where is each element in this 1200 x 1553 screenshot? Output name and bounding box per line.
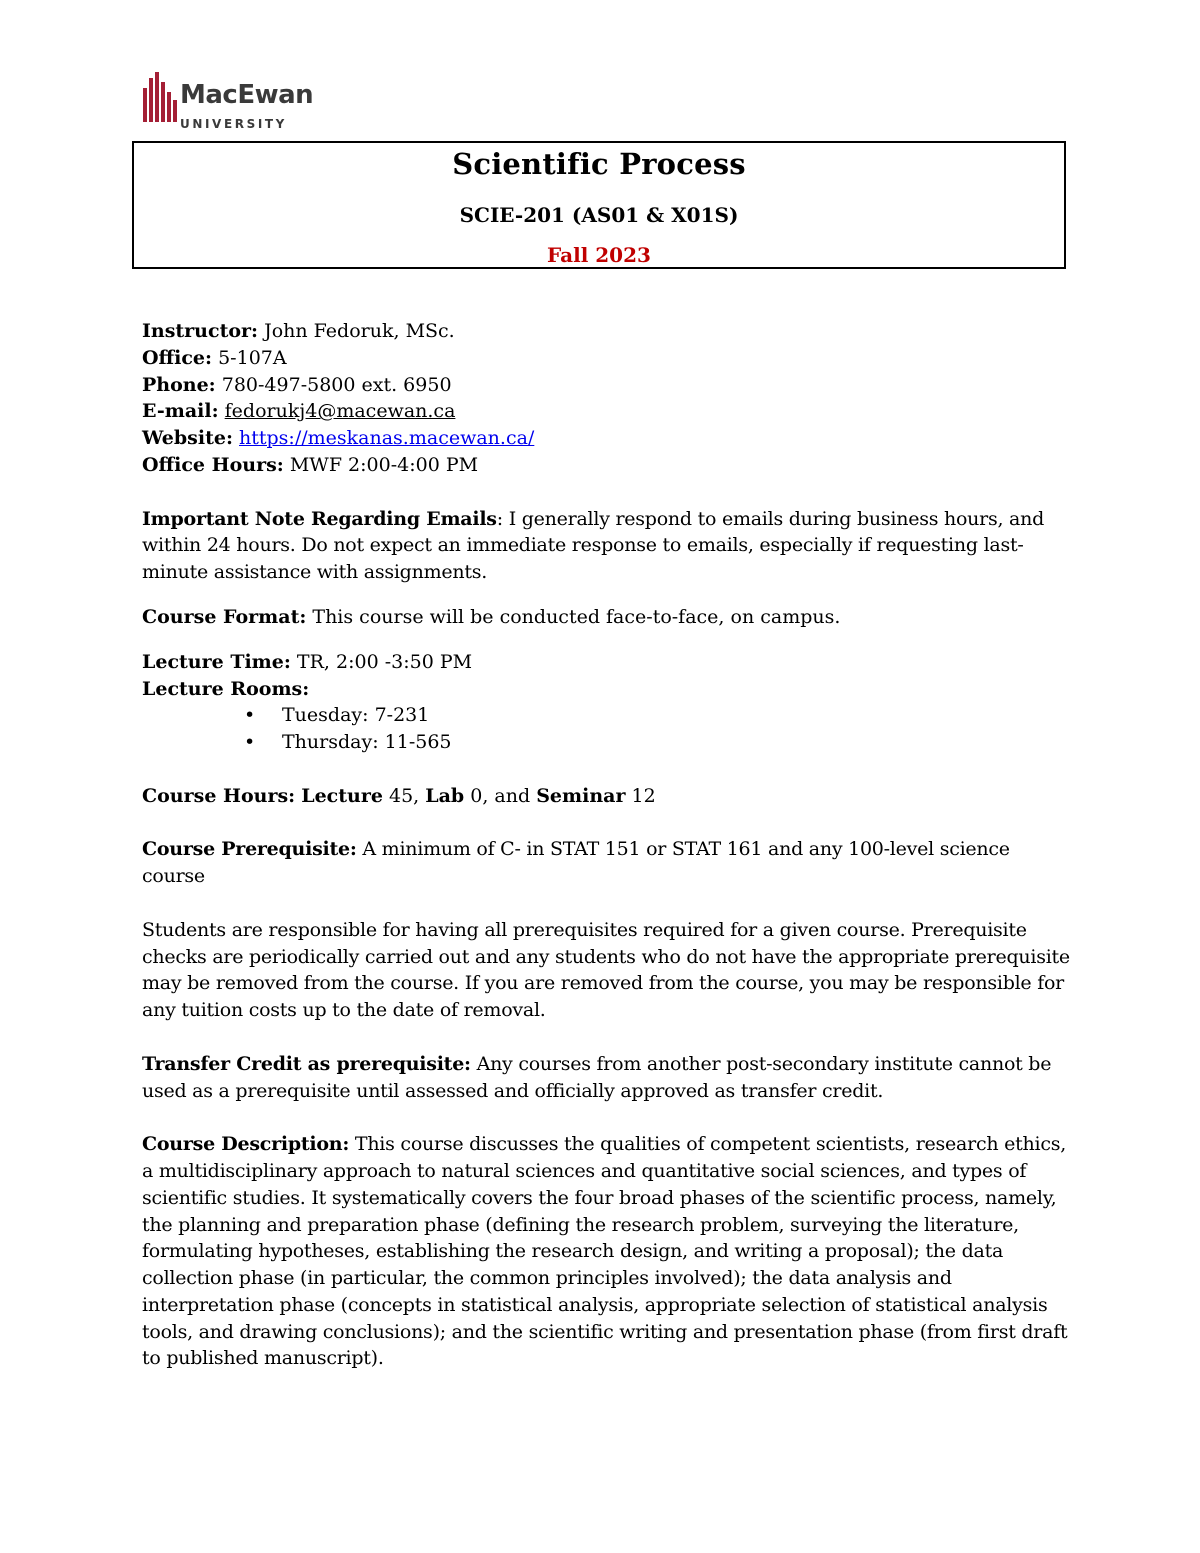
lecture-rooms-list xyxy=(142,702,1072,756)
syllabus-body xyxy=(142,318,1072,1372)
instructor-line: Instructor: John Fedoruk, MSc. xyxy=(142,320,455,342)
course-format-paragraph: Course Format: This course will be conducted face-to-face, on campus. xyxy=(142,605,841,628)
email-note-paragraph: Important Note Regarding Emails: I generally respond to emails during business hours, and within 24 hours. Do not expect an immediate response to emails, especially if requesting last-minute assistance with assignments. xyxy=(142,507,1045,584)
course-code: SCIE-201 (AS01 & X01S) xyxy=(459,203,739,227)
website-link[interactable]: https://meskanas.macewan.ca/ xyxy=(239,427,535,450)
prerequisite-paragraph: Course Prerequisite: A minimum of C- in STAT 151 or STAT 161 and any 100-level science course xyxy=(142,838,1010,888)
lecture-time-line: Lecture Time: TR, 2:00 -3:50 PM xyxy=(142,650,473,673)
list-item: • Tuesday: 7-231 xyxy=(242,702,1072,729)
email-line: E-mail: fedorukj4@macewan.ca xyxy=(142,400,456,423)
logo-wordmark: MacEwan xyxy=(180,80,314,110)
transfer-credit-paragraph: Transfer Credit as prerequisite: Any courses from another post-secondary institute cannot be used as a prerequisite until assessed and officially approved as transfer credit. xyxy=(142,1052,1052,1102)
logo-mark-icon xyxy=(143,72,177,122)
course-hours-line: Course Hours: Lecture 45, Lab 0, and Seminar 12 xyxy=(142,784,656,807)
office-line: Office: 5-107A xyxy=(142,346,287,369)
logo-subtitle: UNIVERSITY xyxy=(180,117,287,131)
macewan-logo xyxy=(143,72,333,136)
course-title-box xyxy=(132,141,1066,269)
lecture-rooms-label: Lecture Rooms: xyxy=(142,677,310,700)
course-term: Fall 2023 xyxy=(547,243,651,267)
email-link[interactable]: fedorukj4@macewan.ca xyxy=(224,400,456,423)
course-title: Scientific Process xyxy=(452,147,746,181)
course-description-paragraph: Course Description: This course discusses the qualities of competent scientists, research ethics, a multidisciplinary approach to natural sciences and quantitative social sciences, and types of scientific studies. It systematically covers the four broad phases of the scientific process, namely, the planning and preparation phase (defining the research problem, surveying the literature, formulating hypotheses, establishing the research design, and writing a proposal); the data collection phase (in particular, the common principles involved); the data analysis and interpretation phase (concepts in statistical analysis, appropriate selection of statistical analysis tools, and drawing conclusions); and the scientific writing and presentation phase (from first draft to published manuscript). xyxy=(142,1133,1068,1370)
responsibility-paragraph: Students are responsible for having all prerequisites required for a given course. Prerequisite checks are periodically carried out and any students who do not have the appropriate prerequisite may be removed from the course. If you are removed from the course, you may be responsible for any tuition costs up to the date of removal. xyxy=(142,918,1070,1022)
instructor-name: John Fedoruk, MSc. xyxy=(264,320,455,342)
list-item: • Thursday: 11-565 xyxy=(242,729,1072,756)
office-hours-line: Office Hours: MWF 2:00-4:00 PM xyxy=(142,453,479,476)
email-note-label: Important Note Regarding Emails xyxy=(142,507,497,530)
phone-value: 780-497-5800 ext. 6950 xyxy=(221,373,452,396)
office-value: 5-107A xyxy=(218,346,287,369)
office-hours-value: MWF 2:00-4:00 PM xyxy=(289,453,479,476)
website-line: Website: https://meskanas.macewan.ca/ xyxy=(142,427,535,450)
phone-line: Phone: 780-497-5800 ext. 6950 xyxy=(142,373,452,396)
